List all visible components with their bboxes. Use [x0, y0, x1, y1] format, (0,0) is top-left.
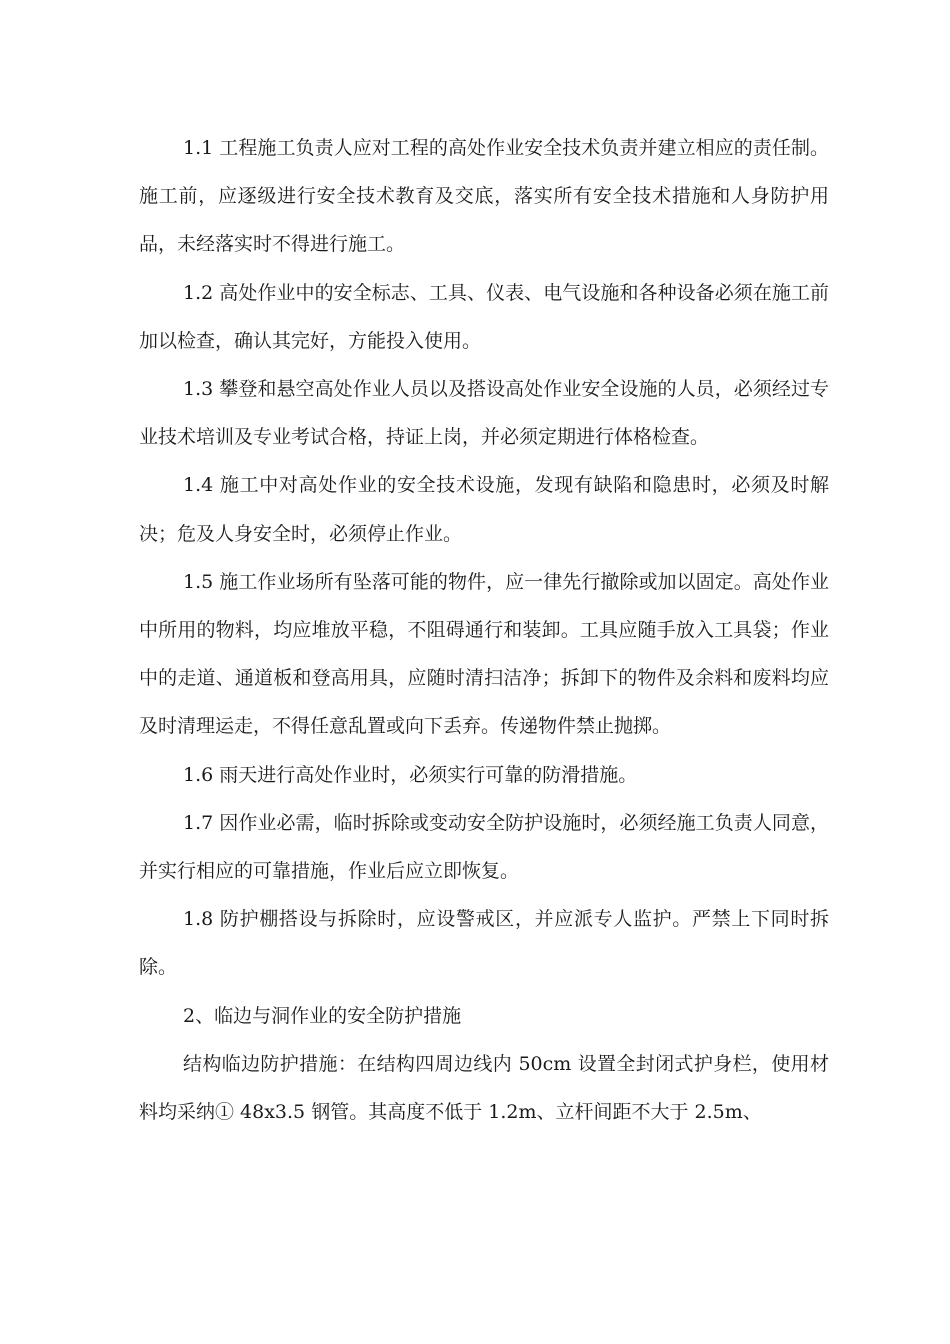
paragraph-1-2: 1.2 高处作业中的安全标志、工具、仪表、电气设施和各种设备必须在施工前加以检查，确认其完好，方能投入使用。 — [139, 281, 829, 352]
paragraph-1-8: 1.8 防护棚搭设与拆除时，应设警戒区，并应派专人监护。严禁上下同时拆除。 — [139, 908, 829, 979]
paragraph-1-3: 1.3 攀登和悬空高处作业人员以及搭设高处作业安全设施的人员，必须经过专业技术培训及专业考试合格，持证上岗，并必须定期进行体格检查。 — [139, 378, 829, 449]
paragraph-1-5: 1.5 施工作业场所有坠落可能的物件，应一律先行撤除或加以固定。高处作业中所用的物料，均应堆放平稳，不阻碍通行和装卸。工具应随手放入工具袋；作业中的走道、通道板和登高用具，应随时清扫洁净；拆卸下的物件及余料和废料均应及时清理运走，不得任意乱置或向下丢弃。传递物件禁止抛掷。 — [139, 570, 829, 738]
document-body — [139, 124, 829, 1136]
paragraph-edge-protection: 结构临边防护措施：在结构四周边线内 50cm 设置全封闭式护身栏，使用材料均采纳① 48x3.5 钢管。其高度不低于 1.2m、立杆间距不大于 2.5m、 — [139, 1052, 829, 1124]
paragraph-1-1: 1.1 工程施工负责人应对工程的高处作业安全技术负责并建立相应的责任制。施工前，应逐级进行安全技术教育及交底，落实所有安全技术措施和人身防护用品，未经落实时不得进行施工。 — [139, 137, 829, 256]
paragraph-1-4: 1.4 施工中对高处作业的安全技术设施，发现有缺陷和隐患时，必须及时解决；危及人身安全时，必须停止作业。 — [139, 474, 829, 545]
section-heading-2: 2、临边与洞作业的安全防护措施 — [183, 1004, 462, 1027]
paragraph-1-6: 1.6 雨天进行高处作业时，必须实行可靠的防滑措施。 — [183, 763, 638, 786]
paragraph-1-7: 1.7 因作业必需，临时拆除或变动安全防护设施时，必须经施工负责人同意，并实行相应的可靠措施，作业后应立即恢复。 — [139, 811, 829, 883]
